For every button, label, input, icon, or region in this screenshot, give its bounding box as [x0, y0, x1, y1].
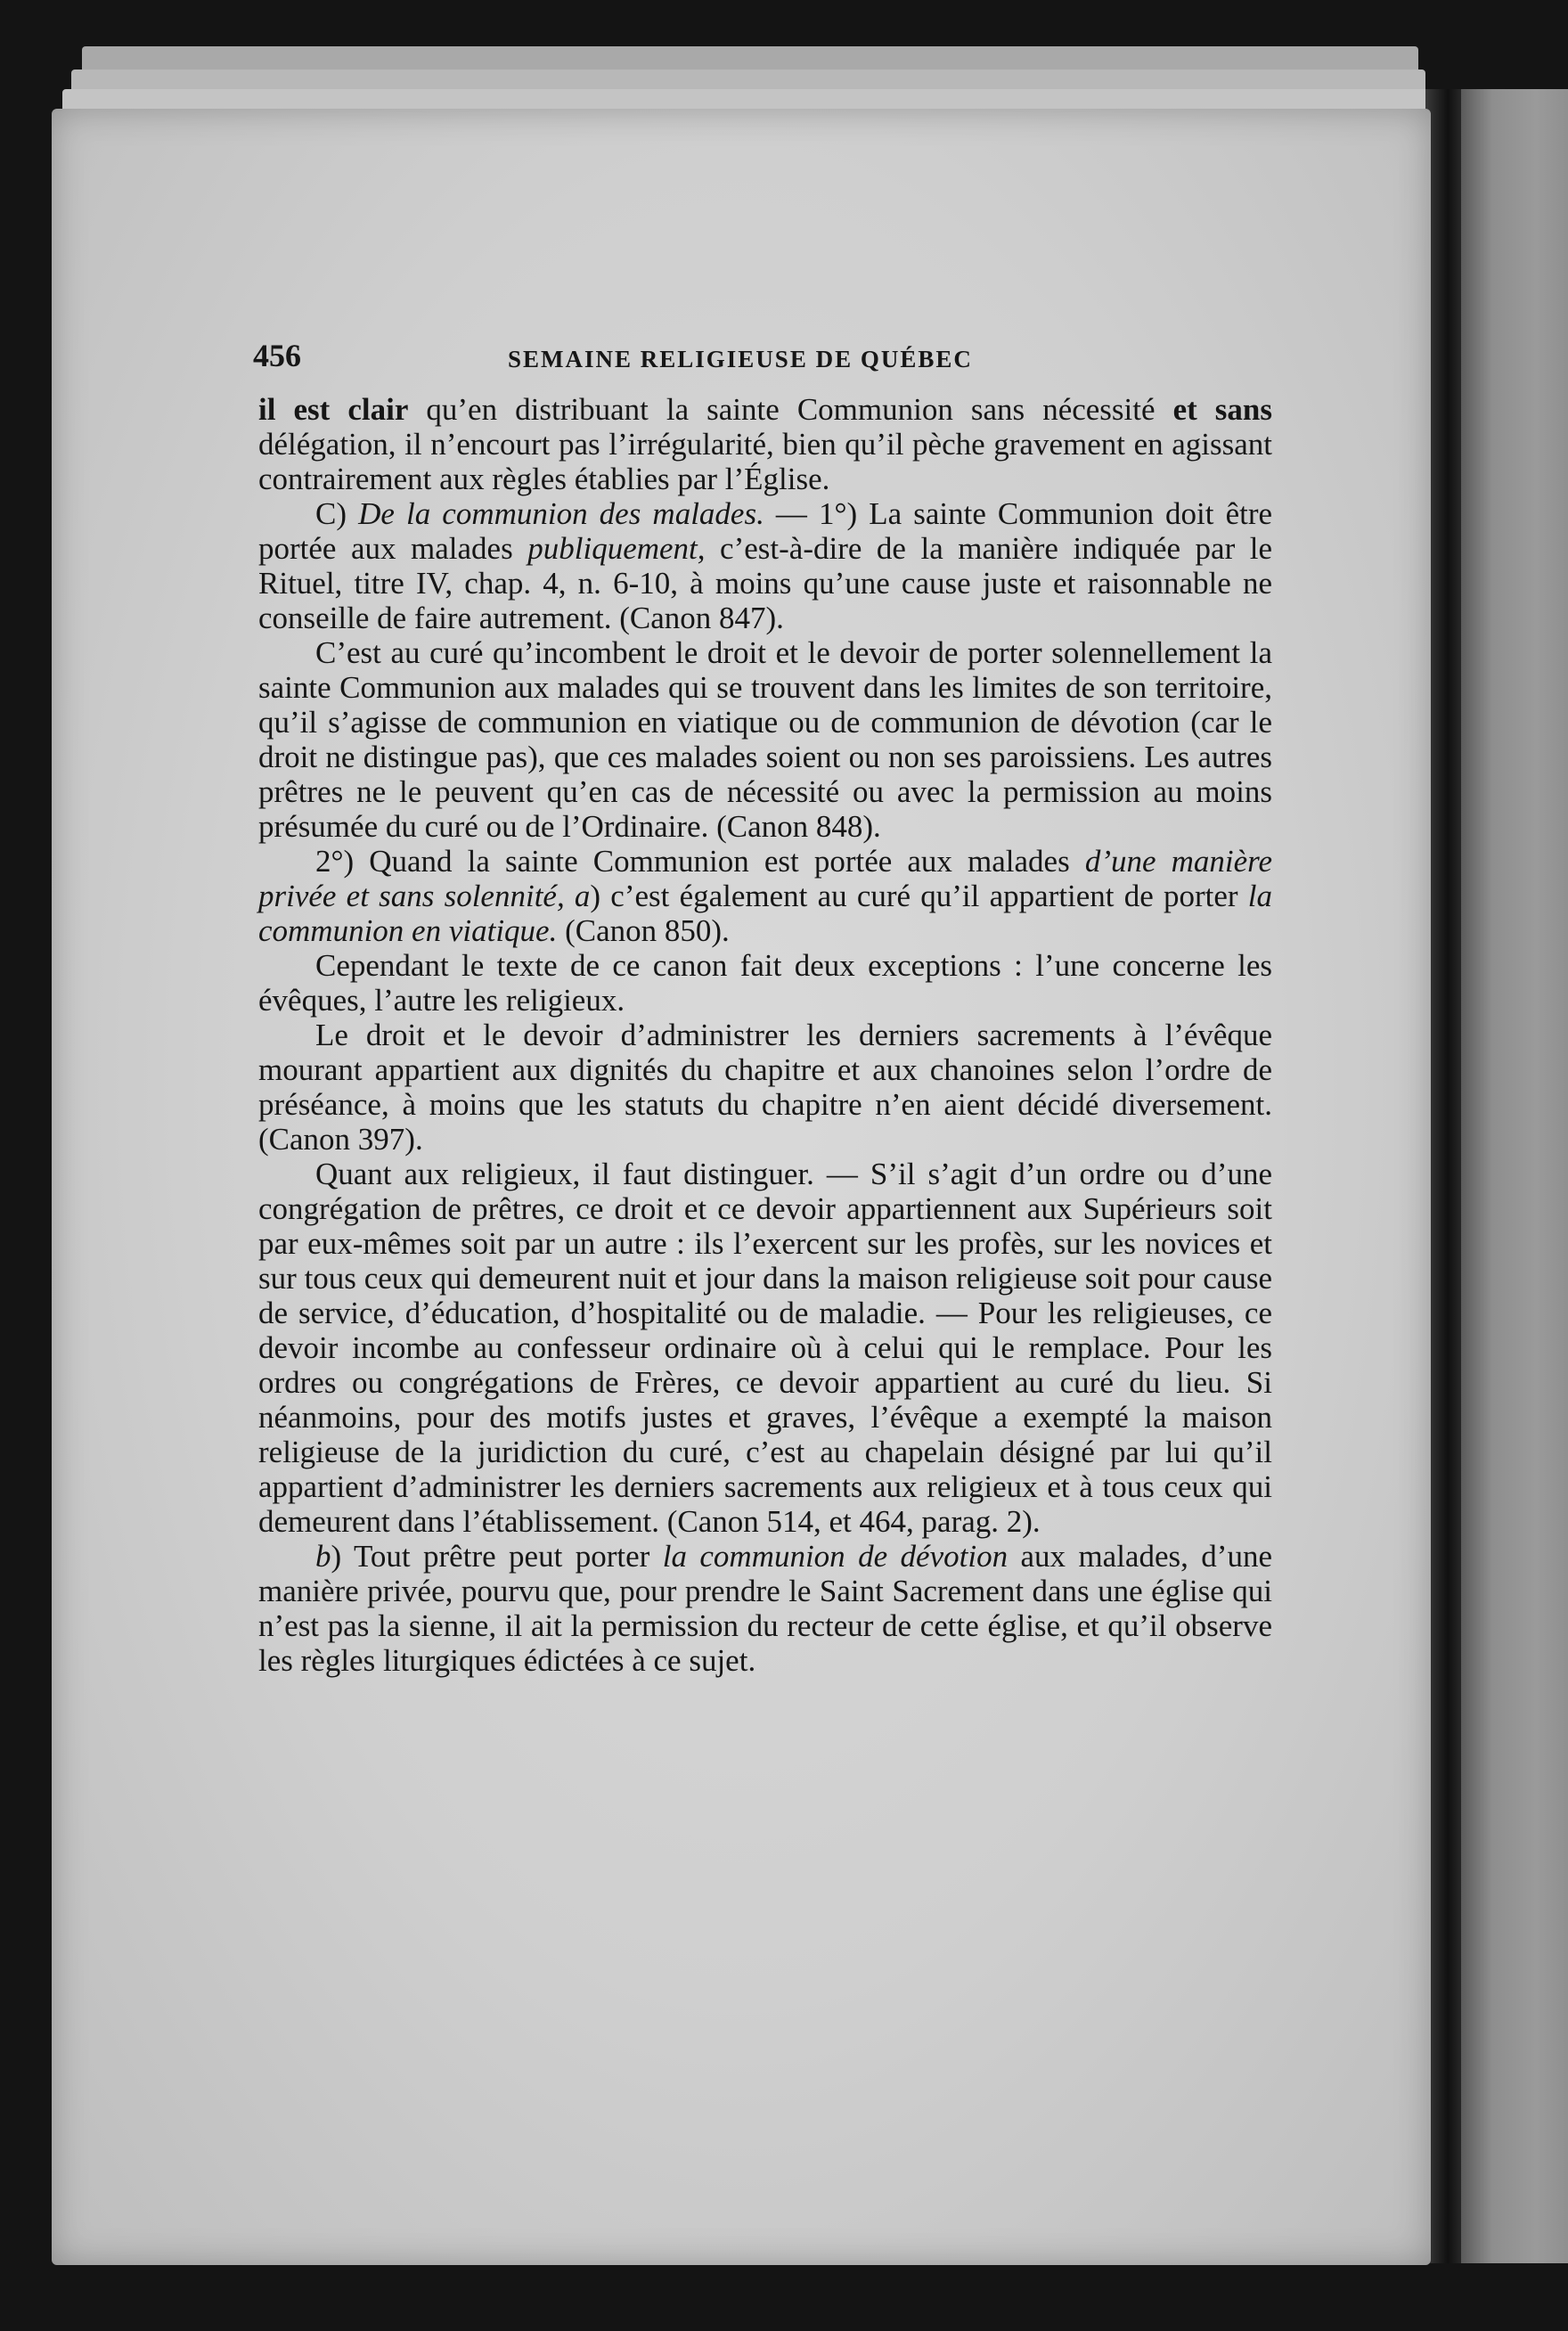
text-run: délégation, il n’encourt pas l’irrégularité, bien qu’il pèche gravement en agissant contrairement aux règles établies par l’Église. — [258, 427, 1272, 496]
text-run: De la communion des malades. — [358, 496, 764, 531]
text-run: Quant aux religieux, il faut distinguer. — S’il s’agit d’un ordre ou d’une congrégation de prêtres, ce droit et ce devoir appartiennent aux Supérieurs soit par eux-mêmes soit par un autre : ils l’exercent sur les profès, sur les novices et sur tous ceux qui demeurent nuit et jour dans la maison religieuse soit pour cause de service, d’éducation, d’hospitalité ou de maladie. — Pour les religieuses, ce devoir incombe au confesseur ordinaire où à celui qui le remplace. Pour les ordres ou congrégations de Frères, ce devoir appartient au curé du lieu. Si néanmoins, pour des motifs justes et graves, l’évêque a exempté la maison religieuse de la juridiction du curé, c’est au chapelain désigné par lui qu’il appartient d’administrer les derniers sacrements aux religieux et à tous ceux qui demeurent dans l’établissement. (Canon 514, et 464, parag. 2). — [258, 1157, 1272, 1539]
text-run: Le droit et le devoir d’administrer les derniers sacrements à l’évêque mourant appartient aux dignités du chapitre et aux chanoines selon l’ordre de préséance, à moins que les statuts du chapitre n’en aient décidé diversement. (Canon 397). — [258, 1018, 1272, 1157]
text-run: aux malades, d’une manière privée, pourvu que, pour prendre le Saint Sacrement dans une église qui n’est pas la sienne, il ait la permission du recteur de cette église, et qu’il observe les règles liturgiques édictées à ce sujet. — [258, 1539, 1272, 1678]
text-run: il est clair — [258, 392, 409, 427]
text-run: a — [574, 879, 591, 913]
page-content — [253, 338, 1273, 1678]
text-run: la communion de dévotion — [662, 1539, 1009, 1574]
paragraph — [258, 844, 1272, 948]
text-run: d’une manière privée et sans solennité, — [258, 844, 1272, 913]
text-run: la communion en viatique. — [258, 879, 1273, 948]
paragraph — [258, 1157, 1272, 1539]
text-run: C) — [315, 496, 359, 531]
paragraph — [258, 392, 1272, 496]
text-run: et sans — [1172, 392, 1272, 427]
text-run — [565, 879, 575, 913]
paragraph — [258, 496, 1272, 635]
running-head — [253, 338, 1272, 380]
text-run: — 1°) La sainte Communion doit être portée aux malades — [258, 496, 1273, 566]
text-run: qu’en distribuant la sainte Communion sans nécessité — [408, 392, 1173, 427]
text-run: b — [315, 1539, 331, 1574]
page-number: 456 — [253, 338, 301, 373]
text-run: ) c’est également au curé qu’il appartient de porter — [590, 879, 1248, 913]
adjacent-page — [1461, 89, 1568, 2263]
book-gutter — [1425, 89, 1463, 2263]
text-run: publiquement, — [527, 531, 706, 566]
paragraph — [258, 1539, 1272, 1678]
text-run: ) Tout prêtre peut porter — [331, 1539, 663, 1574]
running-title: SEMAINE RELIGIEUSE DE QUÉBEC — [508, 346, 973, 372]
text-run: c’est-à-dire de la manière indiquée par le Rituel, titre IV, chap. 4, n. 6-10, à moins qu’une cause juste et raisonnable ne conseille de faire autrement. (Canon 847). — [258, 531, 1273, 635]
paragraph — [258, 635, 1272, 844]
text-run: 2°) Quand la sainte Communion est portée aux malades — [315, 844, 1085, 879]
text-run: Cependant le texte de ce canon fait deux exceptions : l’une concerne les évêques, l’autre les religieux. — [258, 948, 1272, 1018]
paragraph — [258, 1018, 1272, 1157]
text-run: C’est au curé qu’incombent le droit et le devoir de porter solennellement la sainte Communion aux malades qui se trouvent dans les limites de son territoire, qu’il s’agisse de communion en viatique ou de communion de dévotion (car le droit ne distingue pas), que ces malades soient ou non ses paroissiens. Les autres prêtres ne le peuvent qu’en cas de nécessité ou avec la permission au moins présumée du curé ou de l’Ordinaire. (Canon 848). — [258, 635, 1272, 844]
body-text — [258, 392, 1272, 1678]
text-run: (Canon 850). — [557, 913, 730, 948]
paragraph — [258, 948, 1272, 1018]
